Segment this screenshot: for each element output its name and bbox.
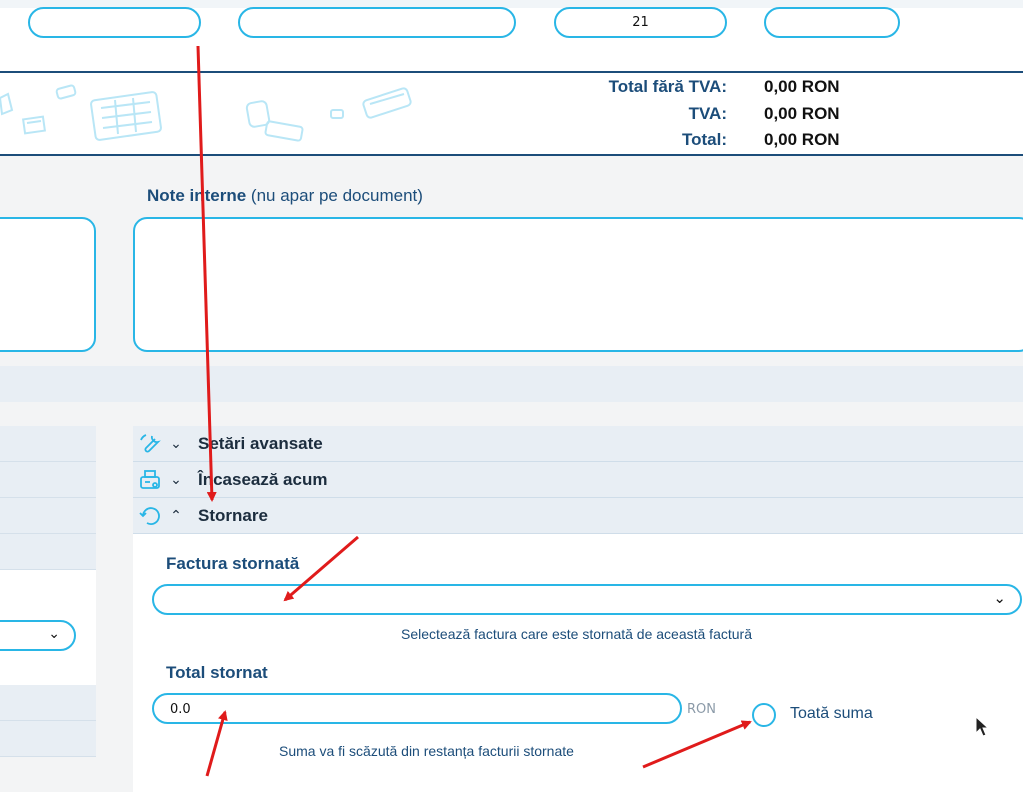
storno-invoice-help: Selectează factura care este stornată de această factură — [401, 626, 752, 642]
subtotal-value: 0,00 RON — [764, 77, 840, 96]
vat-label: TVA: — [688, 104, 727, 123]
top-field-quantity[interactable]: 21 — [554, 7, 727, 38]
storno-invoice-label: Factura stornată — [166, 554, 300, 573]
chevron-down-icon: ⌄ — [48, 626, 60, 642]
vat-value: 0,00 RON — [764, 104, 840, 123]
total-value: 0,00 RON — [764, 130, 840, 149]
full-amount-label: Toată suma — [790, 705, 873, 722]
currency-label: RON — [687, 702, 716, 717]
chevron-down-icon: ⌄ — [170, 471, 182, 488]
accordion-label: Stornare — [198, 505, 268, 525]
internal-notes-heading: Note interne — [147, 186, 247, 205]
accordion-label: Încasează acum — [198, 469, 328, 489]
subtotal-label: Total fără TVA: — [608, 77, 727, 96]
total-label: Total: — [681, 130, 727, 149]
accordion-label: Setări avansate — [198, 433, 323, 453]
storno-total-label: Total stornat — [166, 663, 268, 682]
chevron-down-icon: ⌄ — [993, 589, 1006, 607]
storno-total-value: 0.0 — [170, 702, 191, 717]
internal-notes-subtitle: (nu apar pe document) — [250, 186, 423, 205]
chevron-up-icon: ⌃ — [170, 507, 182, 524]
storno-total-help: Suma va fi scăzută din restanța facturii stornate — [279, 743, 574, 759]
chevron-down-icon: ⌄ — [170, 435, 182, 452]
